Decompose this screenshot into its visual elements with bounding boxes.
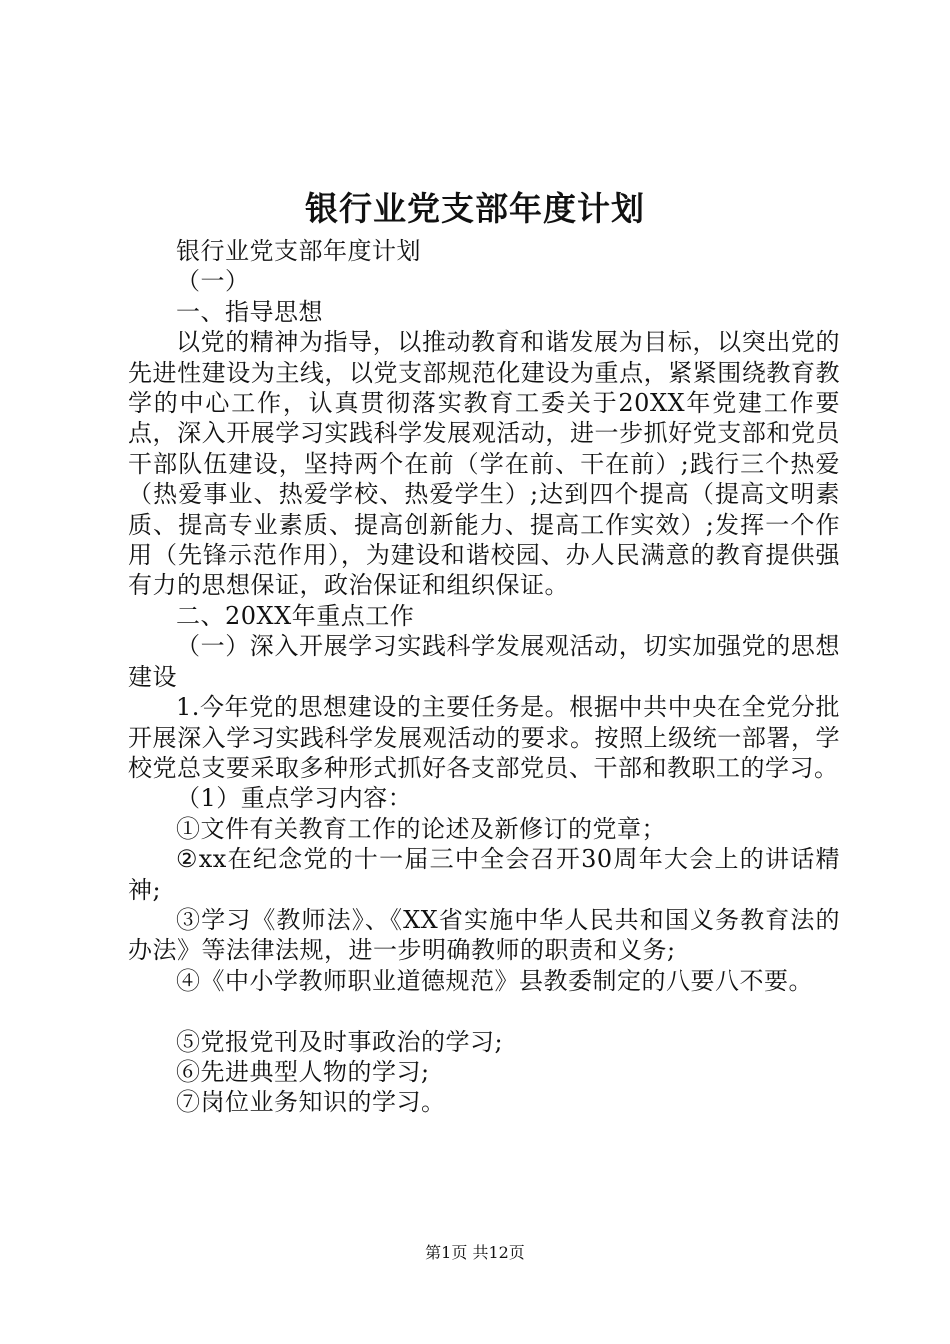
section-heading: 二、20XX年重点工作 bbox=[176, 601, 415, 630]
paragraph: 以党的精神为指导，以推动教育和谐发展为目标，以突出党的先进性建设为主线，以党支部规范化建设为重点，紧紧围绕教育教学的中心工作，认真贯彻落实教育工委关于20XX年党建工作要点，深入开展学习实践科学发展观活动，进一步抓好党支部和党员干部队伍建设，坚持两个在前（学在前、干在前）;践行三个热爱（热爱事业、热爱学校、热爱学生）;达到四个提高（提高文明素质、提高专业素质、提高创新能力、提高工作实效）;发挥一个作用（先锋示范作用），为建设和谐校园、办人民满意的教育提供强有力的思想保证，政治保证和组织保证。 bbox=[128, 328, 840, 600]
list-item: ④《中小学教师职业道德规范》县教委制定的八要八不要。 bbox=[176, 966, 813, 995]
document-body bbox=[128, 236, 840, 1118]
document-title: 银行业党支部年度计划 bbox=[305, 189, 645, 228]
paragraph: 银行业党支部年度计划 bbox=[176, 237, 421, 265]
subsection-heading: （一）深入开展学习实践科学发展观活动，切实加强党的思想建设 bbox=[128, 632, 840, 691]
list-item: ⑦岗位业务知识的学习。 bbox=[176, 1088, 446, 1117]
paragraph: （一） bbox=[176, 267, 250, 296]
paragraph: 1.今年党的思想建设的主要任务是。根据中共中央在全党分批开展深入学习实践科学发展观活动的要求。按照上级统一部署，学校党总支要采取多种形式抓好各支部党员、干部和教职工的学习。 bbox=[128, 693, 840, 782]
list-item: ⑥先进典型人物的学习; bbox=[176, 1057, 430, 1086]
section-heading: 一、指导思想 bbox=[176, 297, 323, 326]
paragraph: （1）重点学习内容： bbox=[176, 784, 413, 813]
list-item: ③学习《教师法》、《XX省实施中华人民共和国义务教育法的办法》等法律法规，进一步明确教师的职责和义务; bbox=[128, 905, 840, 965]
page-number-footer: 第1页 共12页 bbox=[425, 1243, 525, 1262]
list-item: ①文件有关教育工作的论述及新修订的党章； bbox=[176, 814, 666, 843]
blank-line bbox=[128, 996, 840, 1026]
list-item: ⑤党报党刊及时事政治的学习; bbox=[176, 1027, 504, 1056]
list-item: ②xx在纪念党的十一届三中全会召开30周年大会上的讲话精神; bbox=[128, 845, 840, 904]
